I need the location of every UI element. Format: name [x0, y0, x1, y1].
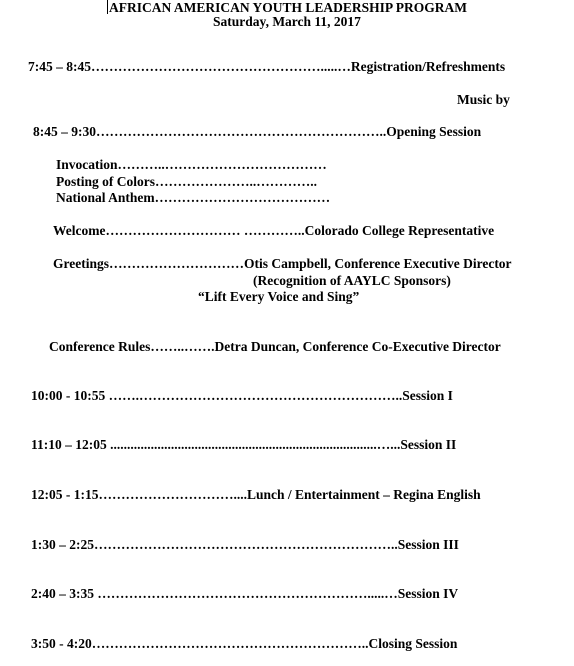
agenda-line-conference-rules: Conference Rules……..…….Detra Duncan, Conference Co-Executive Director — [49, 339, 501, 354]
agenda-line-session-3: 1:30 – 2:25…………………………………………………………..Session III — [31, 537, 459, 552]
agenda-line-closing-session: 3:50 - 4:20……………………………………………………..Closing Session — [31, 636, 458, 651]
agenda-line-session-1: 10:00 - 10:55 …….…………………………………………………..Session I — [31, 388, 453, 403]
agenda-line-music-by: Music by — [457, 92, 510, 107]
agenda-line-registration: 7:45 – 8:45…………………………………………….....…Registration/Refreshments — [28, 59, 506, 74]
text-cursor — [107, 0, 108, 14]
agenda-line-welcome: Welcome………………………… …………..Colorado College Representative — [53, 223, 495, 238]
agenda-line-recognition: (Recognition of AAYLC Sponsors) — [253, 273, 451, 288]
program-title-text: AFRICAN AMERICAN YOUTH LEADERSHIP PROGRAM — [108, 0, 467, 15]
agenda-line-posting-of-colors: Posting of Colors…………………..………….. — [56, 174, 317, 189]
agenda-line-invocation: Invocation………..……………………………… — [56, 157, 327, 172]
agenda-line-greetings: Greetings…………………………Otis Campbell, Conference Executive Director — [53, 256, 512, 271]
program-date: Saturday, March 11, 2017 — [213, 14, 361, 29]
agenda-line-opening-session: 8:45 – 9:30………………………………………………………..Opening Session — [33, 124, 482, 139]
agenda-line-session-2: 11:10 – 12:05 ...............................................................................…...Session II — [31, 437, 457, 452]
agenda-line-session-4: 2:40 – 3:35 …………………………………………………….....…Session IV — [31, 586, 459, 601]
agenda-line-lunch: 12:05 - 1:15…………………………....Lunch / Entertainment – Regina English — [31, 487, 481, 502]
agenda-line-song: “Lift Every Voice and Sing” — [198, 289, 360, 304]
agenda-line-national-anthem: National Anthem………………………………… — [56, 190, 331, 205]
